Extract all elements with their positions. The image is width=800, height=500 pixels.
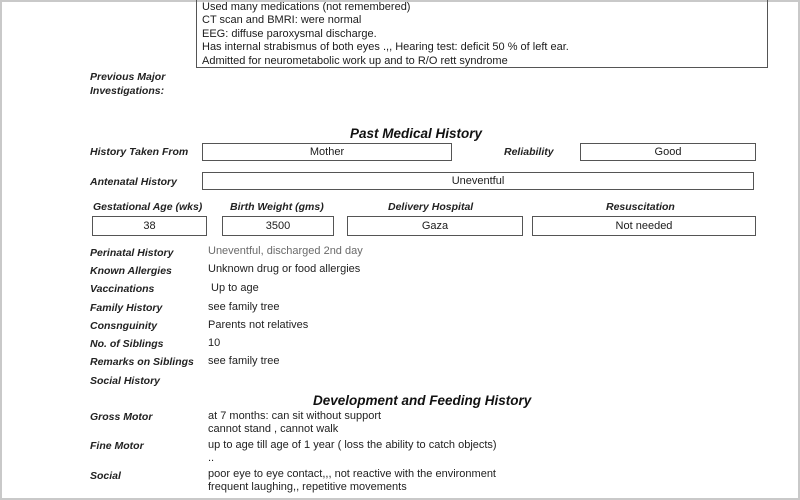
consanguinity-value: Parents not relatives: [208, 319, 309, 331]
past-medical-history-title: Past Medical History: [350, 126, 483, 141]
gross-motor-line-1: at 7 months: can sit without support: [208, 410, 382, 422]
social-line-1: poor eye to eye contact,,, not reactive with the environment: [208, 468, 496, 480]
gross-motor-line-2: cannot stand , cannot walk: [208, 423, 339, 435]
delivery-hospital-label: Delivery Hospital: [388, 201, 474, 213]
history-note-line: Admitted for neurometabolic work up and to R/O rett syndrome: [202, 54, 508, 67]
remarks-on-siblings-value: see family tree: [208, 355, 280, 367]
gross-motor-label: Gross Motor: [90, 411, 153, 423]
perinatal-history-label: Perinatal History: [90, 247, 174, 259]
no-of-siblings-value: 10: [208, 337, 221, 349]
reliability-field[interactable]: Good: [580, 143, 756, 161]
fine-motor-line-1: up to age till age of 1 year ( loss the ability to catch objects): [208, 439, 497, 451]
social-history-label: Social History: [90, 375, 161, 387]
reliability-label: Reliability: [504, 146, 554, 158]
resuscitation-label: Resuscitation: [606, 201, 675, 213]
social-line-2: frequent laughing,, repetitive movements: [208, 481, 407, 493]
social-value: [208, 468, 496, 494]
resuscitation-field[interactable]: Not needed: [532, 216, 756, 236]
history-note-line: EEG: diffuse paroxysmal discharge.: [202, 27, 377, 40]
fine-motor-label: Fine Motor: [90, 440, 144, 452]
remarks-on-siblings-label: Remarks on Siblings: [90, 356, 194, 368]
fine-motor-line-2: ..: [208, 452, 215, 464]
history-notes-box: [196, 0, 768, 68]
previous-investigations-label-2: Investigations:: [90, 85, 165, 97]
consanguinity-label: Consnguinity: [90, 320, 158, 332]
history-note-line: CT scan and BMRI: were normal: [202, 14, 362, 27]
vaccinations-value: Up to age: [211, 282, 259, 294]
known-allergies-label: Known Allergies: [90, 265, 172, 277]
development-feeding-history-title: Development and Feeding History: [313, 393, 532, 408]
gestational-age-label: Gestational Age (wks): [93, 201, 203, 213]
history-taken-from-label: History Taken From: [90, 146, 189, 158]
vaccinations-label: Vaccinations: [90, 283, 155, 295]
history-note-line: Has internal strabismus of both eyes .,, Hearing test: deficit 50 % of left ear.: [202, 41, 569, 54]
family-history-value: see family tree: [208, 301, 280, 313]
social-label: Social: [90, 470, 121, 482]
gross-motor-value: [208, 410, 381, 436]
fine-motor-value: [208, 439, 497, 465]
gestational-age-field[interactable]: 38: [92, 216, 207, 236]
antenatal-history-field[interactable]: Uneventful: [202, 172, 754, 190]
delivery-hospital-field[interactable]: Gaza: [347, 216, 523, 236]
known-allergies-value: Unknown drug or food allergies: [208, 263, 361, 275]
perinatal-history-value: Uneventful, discharged 2nd day: [208, 245, 363, 257]
history-taken-from-field[interactable]: Mother: [202, 143, 452, 161]
previous-investigations-label-1: Previous Major: [90, 71, 166, 83]
antenatal-history-label: Antenatal History: [90, 176, 177, 188]
no-of-siblings-label: No. of Siblings: [90, 338, 164, 350]
history-note-line: Used many medications (not remembered): [202, 1, 411, 13]
birth-weight-label: Birth Weight (gms): [230, 201, 324, 213]
family-history-label: Family History: [90, 302, 163, 314]
birth-weight-field[interactable]: 3500: [222, 216, 334, 236]
